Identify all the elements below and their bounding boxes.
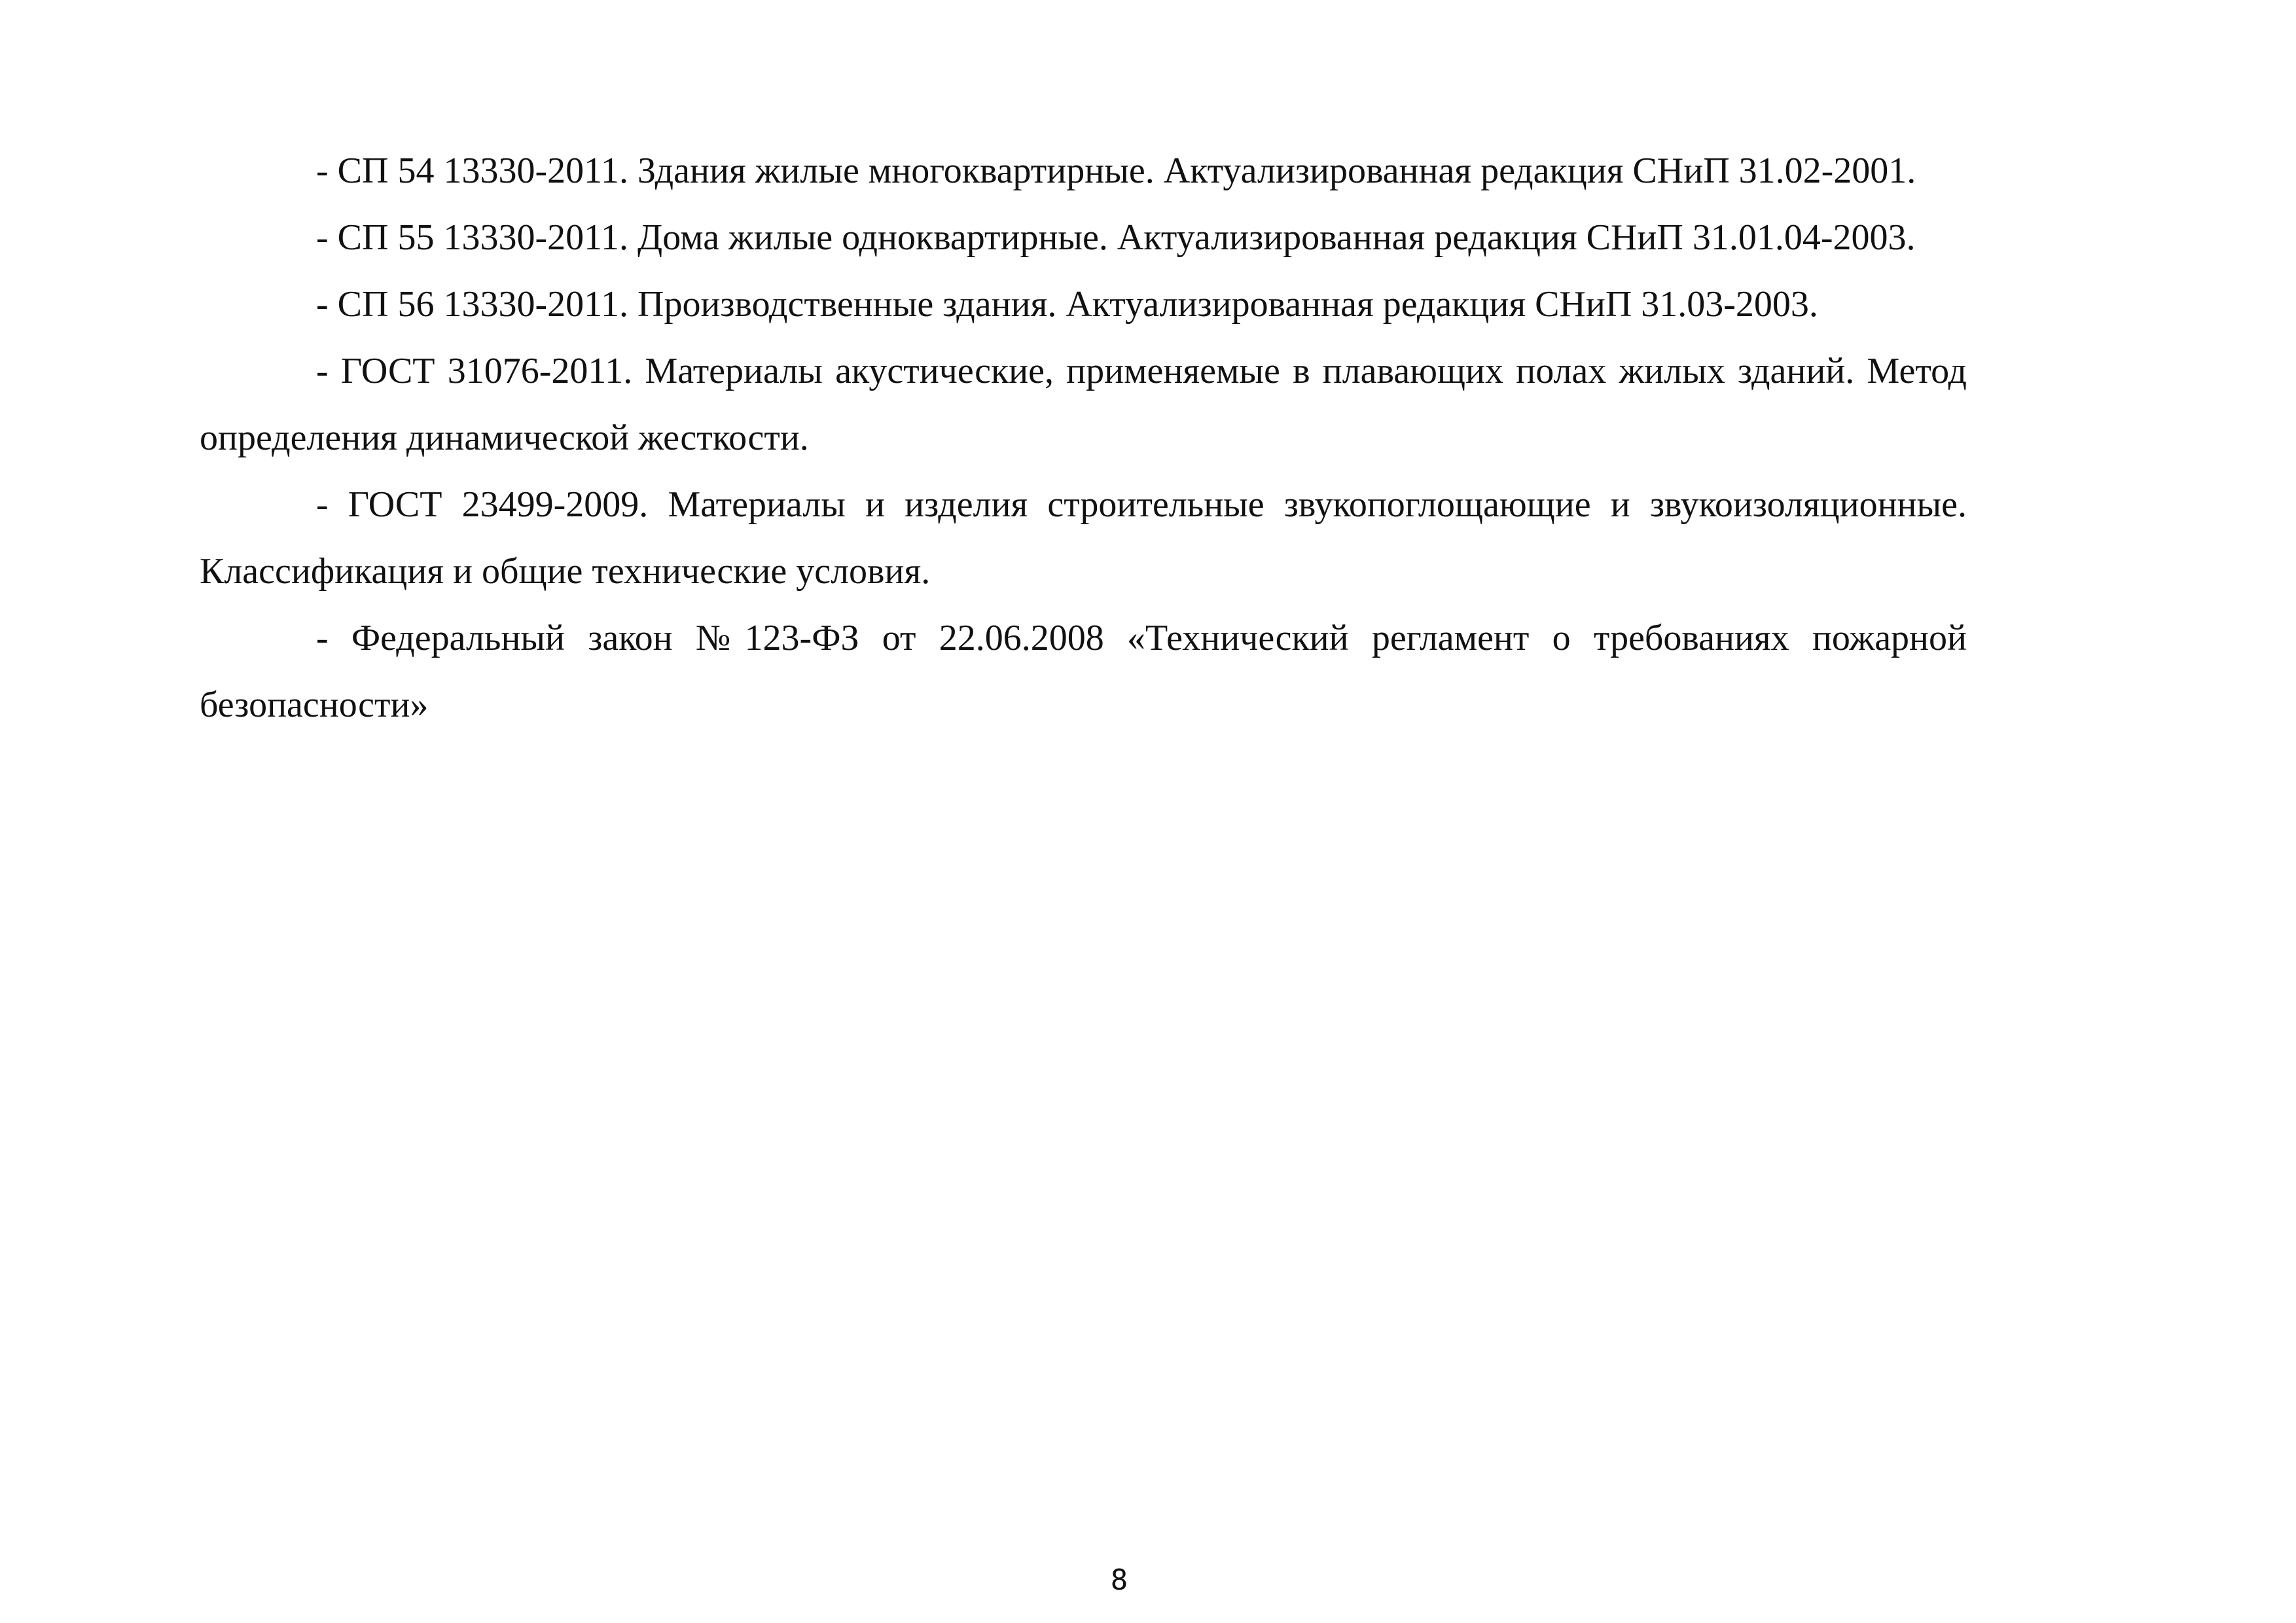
reference-item: - ГОСТ 23499-2009. Материалы и изделия строительные звукопоглощающие и звукоизоляционные. Классификация и общие технические условия. — [200, 484, 1967, 592]
page-number: 8 — [1110, 1563, 1128, 1597]
reference-item: - Федеральный закон №123-ФЗ от 22.06.2008 «Технический регламент о требованиях пожарной безопасности» — [200, 618, 1967, 725]
reference-item: - СП 54 13330-2011. Здания жилые многоквартирные. Актуализированная редакция СНиП 31.02-2001. — [316, 151, 1916, 191]
reference-item: - СП 56 13330-2011. Производственные здания. Актуализированная редакция СНиП 31.03-2003. — [316, 284, 1818, 325]
reference-item: - СП 55 13330-2011. Дома жилые одноквартирные. Актуализированная редакция СНиП 31.01.04-2003. — [316, 217, 1916, 258]
reference-item: - ГОСТ 31076-2011. Материалы акустические, применяемые в плавающих полах жилых зданий. Метод определения динамической жесткости. — [200, 351, 1967, 458]
references-list — [200, 137, 1967, 738]
